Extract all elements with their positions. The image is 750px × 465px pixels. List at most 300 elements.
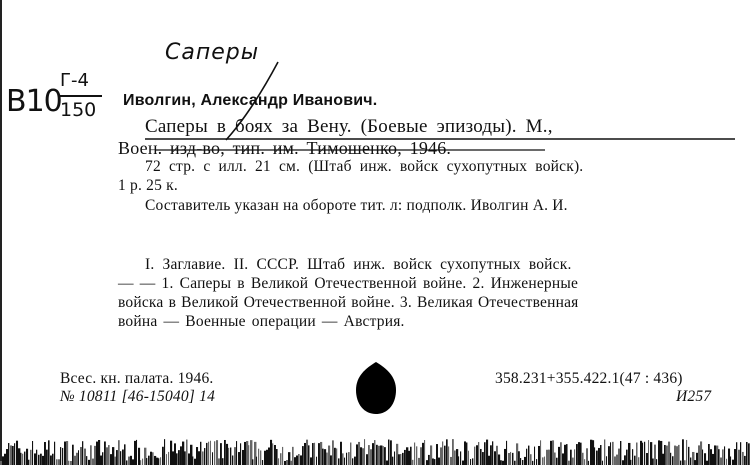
noise-speck bbox=[474, 447, 475, 465]
noise-speck bbox=[202, 451, 204, 465]
noise-speck bbox=[662, 454, 664, 465]
noise-speck bbox=[640, 441, 642, 465]
noise-speck bbox=[668, 442, 670, 465]
noise-speck bbox=[128, 457, 130, 465]
noise-speck bbox=[504, 449, 506, 465]
noise-speck bbox=[166, 454, 167, 465]
noise-speck bbox=[418, 458, 420, 465]
noise-speck bbox=[370, 449, 372, 465]
imprint-line: Воен. изд-во, тип. им. Тимошенко, 1946. bbox=[118, 138, 452, 158]
noise-speck bbox=[594, 447, 595, 465]
noise-speck bbox=[496, 446, 498, 465]
noise-speck bbox=[12, 446, 14, 465]
noise-speck bbox=[736, 442, 737, 465]
noise-speck bbox=[50, 455, 52, 465]
noise-speck bbox=[214, 441, 215, 465]
noise-speck bbox=[52, 454, 54, 465]
noise-speck bbox=[538, 446, 540, 465]
noise-speck bbox=[264, 451, 266, 465]
noise-speck bbox=[56, 459, 58, 465]
noise-speck bbox=[298, 454, 300, 465]
noise-speck bbox=[312, 443, 314, 465]
noise-speck bbox=[84, 449, 86, 465]
noise-speck bbox=[446, 439, 448, 465]
noise-speck bbox=[658, 440, 660, 465]
noise-speck bbox=[670, 453, 671, 465]
noise-speck bbox=[548, 450, 550, 465]
noise-speck bbox=[518, 451, 520, 465]
noise-speck bbox=[142, 459, 143, 465]
noise-speck bbox=[410, 447, 412, 465]
noise-speck bbox=[698, 445, 700, 465]
noise-speck bbox=[204, 448, 205, 465]
noise-speck bbox=[452, 439, 454, 465]
noise-speck bbox=[406, 447, 408, 465]
noise-speck bbox=[236, 441, 237, 465]
noise-speck bbox=[642, 443, 643, 465]
noise-speck bbox=[258, 449, 259, 465]
noise-speck bbox=[246, 441, 248, 465]
noise-speck bbox=[320, 442, 322, 465]
noise-speck bbox=[140, 460, 141, 465]
noise-speck bbox=[718, 449, 720, 465]
noise-speck bbox=[172, 451, 174, 465]
noise-speck bbox=[62, 448, 63, 465]
noise-speck bbox=[672, 456, 674, 465]
noise-speck bbox=[560, 442, 562, 465]
noise-speck bbox=[378, 446, 380, 465]
noise-speck bbox=[582, 453, 584, 465]
noise-speck bbox=[430, 445, 432, 465]
noise-speck bbox=[564, 445, 566, 465]
noise-speck bbox=[586, 448, 588, 465]
book-chamber-line: Всес. кн. палата. 1946. bbox=[60, 370, 214, 387]
noise-speck bbox=[590, 440, 592, 465]
noise-speck bbox=[374, 440, 375, 465]
physical-description: 72 стр. с илл. 21 см. (Штаб инж. войск сухопутных войск). bbox=[145, 158, 584, 175]
noise-speck bbox=[530, 454, 532, 465]
noise-speck bbox=[208, 442, 209, 465]
noise-speck bbox=[46, 450, 48, 465]
noise-speck bbox=[746, 442, 748, 465]
noise-speck bbox=[550, 441, 552, 465]
noise-speck bbox=[364, 439, 365, 465]
noise-speck bbox=[396, 444, 398, 465]
noise-speck bbox=[436, 444, 438, 465]
noise-speck bbox=[664, 445, 666, 465]
noise-speck bbox=[394, 451, 395, 465]
noise-speck bbox=[572, 458, 574, 465]
noise-speck bbox=[26, 449, 28, 465]
noise-speck bbox=[16, 441, 18, 465]
noise-speck bbox=[372, 443, 374, 465]
noise-speck bbox=[726, 459, 727, 465]
noise-speck bbox=[308, 445, 309, 465]
noise-speck bbox=[708, 444, 710, 465]
noise-speck bbox=[612, 442, 614, 465]
noise-speck bbox=[606, 456, 607, 465]
noise-speck bbox=[150, 452, 152, 465]
noise-speck bbox=[730, 456, 731, 465]
noise-speck bbox=[702, 450, 703, 465]
noise-speck bbox=[614, 456, 616, 465]
noise-speck bbox=[192, 456, 193, 465]
noise-speck bbox=[68, 461, 69, 465]
noise-speck bbox=[338, 458, 340, 465]
noise-speck bbox=[88, 460, 90, 465]
noise-speck bbox=[358, 442, 360, 465]
noise-speck bbox=[124, 444, 126, 465]
noise-speck bbox=[468, 451, 469, 465]
noise-speck bbox=[688, 447, 689, 465]
noise-speck bbox=[646, 453, 648, 465]
noise-speck bbox=[566, 444, 568, 465]
noise-speck bbox=[82, 441, 83, 465]
noise-speck bbox=[412, 460, 413, 465]
tracing-line-2: — — 1. Саперы в Великой Отечественной войне. 2. Инженерные bbox=[118, 275, 579, 292]
noise-speck bbox=[30, 450, 32, 465]
noise-speck bbox=[534, 447, 535, 465]
noise-speck bbox=[682, 439, 684, 465]
noise-speck bbox=[386, 461, 388, 465]
noise-speck bbox=[676, 446, 678, 465]
noise-speck bbox=[318, 443, 320, 465]
noise-speck bbox=[478, 442, 479, 465]
noise-speck bbox=[210, 441, 211, 465]
noise-speck bbox=[174, 443, 176, 465]
noise-speck bbox=[710, 449, 712, 465]
noise-speck bbox=[228, 448, 229, 465]
noise-speck bbox=[584, 459, 585, 465]
noise-speck bbox=[224, 440, 226, 465]
tracing-line-1: I. Заглавие. II. СССР. Штаб инж. войск сухопутных войск. bbox=[145, 256, 572, 273]
noise-speck bbox=[226, 444, 228, 465]
noise-speck bbox=[282, 447, 283, 465]
noise-speck bbox=[334, 448, 336, 465]
noise-speck bbox=[620, 441, 621, 465]
noise-speck bbox=[416, 446, 417, 465]
noise-speck bbox=[20, 453, 22, 465]
noise-speck bbox=[252, 459, 253, 465]
noise-speck bbox=[704, 453, 706, 465]
compiler-note: Составитель указан на обороте тит. л: подполк. Иволгин А. И. bbox=[145, 197, 568, 214]
noise-speck bbox=[720, 458, 722, 465]
title-line: Саперы в боях за Вену. (Боевые эпизоды). М., bbox=[145, 116, 553, 137]
noise-speck bbox=[588, 461, 589, 465]
noise-speck bbox=[248, 445, 249, 465]
author-code: И257 bbox=[676, 388, 712, 405]
noise-speck bbox=[634, 456, 636, 465]
noise-speck bbox=[34, 453, 36, 465]
noise-speck bbox=[580, 443, 582, 465]
noise-speck bbox=[200, 442, 201, 465]
noise-speck bbox=[300, 455, 302, 465]
noise-speck bbox=[458, 456, 459, 465]
noise-speck bbox=[72, 445, 74, 465]
noise-speck bbox=[486, 440, 488, 465]
noise-speck bbox=[690, 457, 691, 465]
noise-speck bbox=[656, 459, 657, 465]
noise-speck bbox=[2, 456, 4, 465]
noise-speck bbox=[60, 447, 61, 465]
noise-speck bbox=[178, 450, 180, 465]
noise-speck bbox=[186, 440, 188, 465]
noise-speck bbox=[424, 440, 425, 465]
noise-speck bbox=[428, 455, 430, 465]
noise-speck bbox=[314, 443, 315, 465]
noise-speck bbox=[398, 454, 400, 465]
noise-speck bbox=[604, 439, 605, 465]
noise-speck bbox=[506, 441, 507, 465]
noise-speck bbox=[508, 453, 510, 465]
noise-speck bbox=[616, 455, 618, 465]
noise-speck bbox=[354, 457, 356, 465]
noise-speck bbox=[104, 441, 106, 465]
noise-speck bbox=[434, 459, 435, 465]
noise-speck bbox=[270, 440, 272, 465]
noise-speck bbox=[130, 456, 132, 465]
noise-speck bbox=[330, 455, 332, 465]
noise-speck bbox=[6, 449, 8, 465]
tracing-line-3: войска в Великой Отечественной войне. 3. Великая Отечественная bbox=[118, 294, 579, 311]
noise-speck bbox=[526, 449, 527, 465]
noise-speck bbox=[408, 451, 410, 465]
noise-speck bbox=[32, 441, 33, 465]
noise-speck bbox=[570, 450, 572, 465]
noise-speck bbox=[256, 457, 257, 465]
noise-speck bbox=[94, 446, 96, 465]
noise-speck bbox=[352, 458, 353, 465]
noise-speck bbox=[24, 452, 25, 465]
noise-speck bbox=[648, 440, 649, 465]
noise-speck bbox=[348, 452, 350, 465]
noise-speck bbox=[654, 445, 656, 465]
noise-speck bbox=[78, 450, 79, 465]
noise-speck bbox=[112, 447, 114, 465]
noise-speck bbox=[278, 458, 279, 465]
noise-speck bbox=[266, 450, 268, 465]
scan-noise-strip bbox=[0, 425, 750, 465]
noise-speck bbox=[432, 458, 434, 465]
noise-speck bbox=[650, 442, 652, 465]
noise-speck bbox=[388, 440, 389, 465]
noise-speck bbox=[158, 458, 159, 465]
noise-speck bbox=[494, 451, 496, 465]
noise-speck bbox=[340, 442, 342, 465]
noise-speck bbox=[522, 460, 523, 465]
noise-speck bbox=[390, 440, 392, 465]
noise-speck bbox=[322, 449, 324, 465]
noise-speck bbox=[568, 461, 570, 465]
price-line: 1 р. 25 к. bbox=[118, 177, 178, 194]
noise-speck bbox=[216, 440, 218, 465]
noise-speck bbox=[536, 459, 537, 465]
noise-speck bbox=[350, 443, 351, 465]
noise-speck bbox=[238, 452, 240, 465]
noise-speck bbox=[368, 445, 370, 465]
noise-speck bbox=[482, 452, 484, 465]
noise-speck bbox=[90, 445, 92, 465]
noise-speck bbox=[624, 455, 626, 465]
noise-speck bbox=[184, 451, 186, 465]
noise-speck bbox=[516, 443, 518, 465]
noise-speck bbox=[444, 446, 446, 465]
noise-speck bbox=[382, 446, 384, 465]
noise-speck bbox=[262, 460, 263, 465]
noise-speck bbox=[108, 445, 110, 465]
noise-speck bbox=[66, 441, 68, 465]
noise-speck bbox=[470, 459, 471, 465]
noise-speck bbox=[512, 453, 513, 465]
noise-speck bbox=[342, 453, 344, 465]
noise-speck bbox=[14, 443, 15, 465]
noise-speck bbox=[306, 440, 308, 465]
noise-speck bbox=[212, 452, 213, 465]
noise-speck bbox=[220, 443, 222, 465]
noise-speck bbox=[744, 456, 746, 465]
noise-speck bbox=[460, 451, 461, 465]
noise-speck bbox=[740, 442, 741, 465]
noise-speck bbox=[168, 452, 169, 465]
noise-speck bbox=[528, 446, 529, 465]
noise-speck bbox=[332, 440, 334, 465]
noise-speck bbox=[86, 456, 87, 465]
handwritten-shelf-bottom: 150 bbox=[60, 99, 97, 121]
noise-speck bbox=[724, 446, 725, 465]
noise-speck bbox=[448, 446, 449, 465]
noise-speck bbox=[420, 447, 422, 465]
noise-speck bbox=[286, 460, 288, 465]
noise-speck bbox=[310, 457, 312, 465]
noise-speck bbox=[4, 454, 6, 465]
noise-speck bbox=[98, 440, 100, 465]
noise-speck bbox=[146, 458, 147, 465]
noise-speck bbox=[660, 441, 662, 465]
noise-speck bbox=[114, 457, 116, 465]
noise-speck bbox=[466, 442, 467, 465]
noise-speck bbox=[344, 458, 345, 465]
handwritten-subject-note: Саперы bbox=[165, 40, 260, 65]
noise-speck bbox=[376, 445, 378, 465]
noise-speck bbox=[64, 442, 66, 465]
noise-speck bbox=[450, 457, 452, 465]
noise-speck bbox=[402, 453, 404, 465]
noise-speck bbox=[148, 456, 150, 465]
noise-speck bbox=[160, 457, 161, 465]
noise-speck bbox=[644, 442, 645, 465]
noise-speck bbox=[240, 443, 241, 465]
noise-speck bbox=[576, 444, 578, 465]
noise-speck bbox=[694, 460, 696, 465]
noise-speck bbox=[712, 454, 714, 465]
noise-speck bbox=[76, 453, 78, 465]
noise-speck bbox=[274, 445, 276, 465]
noise-speck bbox=[360, 447, 362, 465]
noise-speck bbox=[732, 460, 734, 465]
noise-speck bbox=[596, 451, 598, 465]
noise-speck bbox=[414, 443, 415, 465]
noise-speck bbox=[196, 447, 198, 465]
noise-speck bbox=[22, 454, 23, 465]
noise-speck bbox=[456, 449, 458, 465]
noise-speck bbox=[554, 453, 556, 465]
noise-speck bbox=[638, 457, 639, 465]
classification-code: 358.231+355.422.1(47 : 436) bbox=[495, 370, 683, 387]
noise-speck bbox=[122, 450, 124, 465]
noise-speck bbox=[232, 455, 233, 465]
noise-speck bbox=[176, 453, 178, 465]
noise-speck bbox=[598, 448, 600, 465]
noise-speck bbox=[626, 450, 628, 465]
noise-speck bbox=[326, 453, 328, 465]
noise-speck bbox=[480, 449, 482, 465]
noise-speck bbox=[532, 461, 533, 465]
noise-speck bbox=[284, 461, 286, 465]
noise-speck bbox=[102, 452, 103, 465]
noise-speck bbox=[328, 446, 330, 465]
noise-speck bbox=[592, 440, 594, 465]
noise-speck bbox=[558, 447, 560, 465]
noise-speck bbox=[336, 448, 337, 465]
noise-speck bbox=[472, 458, 473, 465]
noise-speck bbox=[722, 449, 724, 465]
noise-speck bbox=[684, 460, 686, 465]
noise-speck bbox=[356, 444, 358, 465]
noise-speck bbox=[490, 445, 492, 465]
noise-speck bbox=[280, 453, 282, 465]
noise-speck bbox=[180, 446, 182, 465]
noise-speck bbox=[686, 440, 687, 465]
noise-speck bbox=[652, 459, 654, 465]
noise-speck bbox=[610, 442, 611, 465]
noise-speck bbox=[182, 442, 184, 465]
noise-speck bbox=[678, 445, 680, 465]
noise-speck bbox=[600, 445, 602, 465]
noise-speck bbox=[552, 440, 554, 465]
noise-speck bbox=[136, 440, 137, 465]
noise-speck bbox=[498, 454, 500, 465]
noise-speck bbox=[542, 457, 544, 465]
noise-speck bbox=[714, 445, 716, 465]
noise-speck bbox=[206, 443, 208, 465]
noise-speck bbox=[294, 457, 296, 465]
noise-speck bbox=[120, 451, 121, 465]
noise-speck bbox=[292, 447, 294, 465]
noise-speck bbox=[36, 450, 37, 465]
noise-speck bbox=[70, 461, 72, 465]
noise-speck bbox=[476, 445, 478, 465]
noise-speck bbox=[272, 443, 273, 465]
noise-speck bbox=[514, 461, 516, 465]
noise-speck bbox=[244, 442, 246, 465]
noise-speck bbox=[222, 458, 223, 465]
noise-speck bbox=[384, 447, 386, 465]
noise-speck bbox=[170, 441, 172, 465]
noise-speck bbox=[716, 446, 718, 465]
noise-speck bbox=[316, 457, 317, 465]
noise-speck bbox=[454, 450, 456, 465]
noise-speck bbox=[556, 458, 558, 465]
noise-speck bbox=[152, 452, 154, 465]
noise-speck bbox=[164, 439, 165, 465]
noise-speck bbox=[366, 454, 368, 465]
noise-speck bbox=[242, 450, 244, 465]
noise-speck bbox=[700, 441, 702, 465]
noise-speck bbox=[666, 446, 668, 465]
noise-speck bbox=[346, 453, 347, 465]
noise-speck bbox=[234, 447, 236, 465]
noise-speck bbox=[260, 450, 261, 465]
